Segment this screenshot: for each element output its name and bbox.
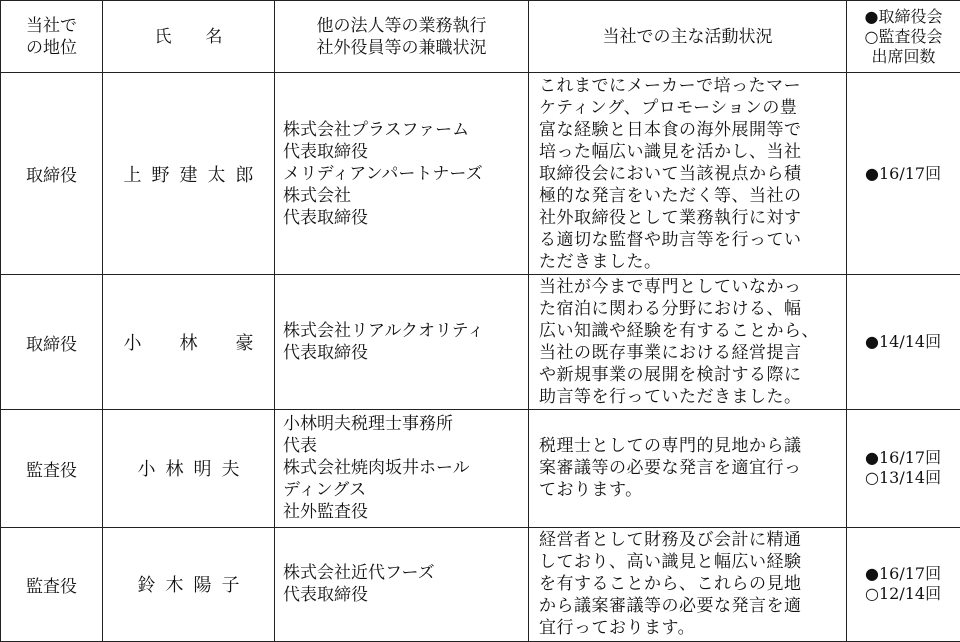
- concurrent-role-line: 株式会社プラスファーム: [283, 119, 470, 140]
- concurrent-role-line: ディングス: [283, 480, 367, 501]
- concurrent-role-line: 株式会社焼肉坂井ホール: [283, 458, 470, 479]
- activity-text-line: 助言等を行っていただきました。: [539, 387, 802, 408]
- header-name: [103, 1, 275, 73]
- activity-text-line: た宿泊に関わる分野における、幅: [539, 299, 802, 320]
- person-name: 鈴木陽子: [137, 575, 250, 597]
- person-name: 小 林 豪: [123, 333, 264, 355]
- header-concurrent-line-1: 他の法人等の業務執行: [316, 15, 487, 36]
- header-attendance-line-1: ●取締役会: [864, 6, 943, 26]
- activity-text-line: を有することから、これらの見地: [539, 574, 802, 595]
- header-attendance-line-2: ○監査役会: [864, 26, 943, 46]
- attendance-cell: [847, 409, 960, 527]
- header-position: [1, 1, 103, 73]
- position-label: 監査役: [26, 460, 77, 481]
- activity-text-line: 極的な発言をいただく等、当社の: [539, 185, 802, 206]
- activities-cell: [529, 409, 847, 527]
- activity-text-line: 案審議等の必要な発言を適宜行っ: [539, 458, 802, 479]
- activities-cell: [529, 73, 847, 275]
- position-cell: [1, 527, 103, 641]
- activity-text-line: ております。: [539, 480, 643, 501]
- position-cell: [1, 409, 103, 527]
- header-concurrent-line-2: 社外役員等の兼職状況: [316, 37, 487, 58]
- activity-text-line: 当社が今まで専門としていなかっ: [539, 277, 802, 298]
- concurrent-roles-cell: [275, 527, 529, 641]
- concurrent-role-line: 株式会社リアルクオリティ: [283, 321, 485, 342]
- concurrent-role-line: 株式会社: [283, 185, 351, 206]
- header-name-label: 氏 名: [154, 26, 223, 47]
- activity-text-line: 取締役会において当該視点から積: [539, 163, 802, 184]
- activity-text-line: 税理士としての専門的見地から議: [539, 436, 802, 457]
- header-activities: [529, 1, 847, 73]
- attendance-cell: [847, 527, 960, 641]
- concurrent-role-line: メリディアンパートナーズ: [283, 163, 483, 184]
- name-cell: [103, 275, 275, 409]
- activity-text-line: これまでにメーカーで培ったマー: [539, 75, 802, 96]
- activity-text-line: から議案審議等の必要な発言を適: [539, 596, 802, 617]
- table-row: [1, 527, 960, 641]
- table-row: [1, 73, 960, 275]
- name-cell: [103, 527, 275, 641]
- header-attendance-line-3: 出席回数: [871, 46, 936, 66]
- attendance-count: ●16/17回: [865, 564, 942, 584]
- position-cell: [1, 73, 103, 275]
- activity-text-line: 富な経験と日本食の海外展開等で: [539, 119, 802, 140]
- activity-text-line: 経営者として財務及び会計に精通: [539, 530, 802, 551]
- position-label: 取締役: [26, 334, 77, 355]
- header-attendance: [847, 1, 960, 73]
- activity-text-line: る適切な監督や助言等を行ってい: [539, 229, 802, 250]
- concurrent-role-line: 株式会社近代フーズ: [283, 563, 435, 584]
- activities-cell: [529, 275, 847, 409]
- concurrent-role-line: 代表取締役: [283, 141, 368, 162]
- attendance-cell: [847, 73, 960, 275]
- concurrent-role-line: 代表: [283, 436, 317, 457]
- activity-text-line: 当社の既存事業における経営提言: [539, 343, 802, 364]
- attendance-count: ●16/17回: [865, 163, 942, 183]
- table-row: [1, 409, 960, 527]
- activity-text-line: ケティング、プロモーションの豊: [539, 97, 798, 118]
- concurrent-role-line: 代表取締役: [283, 585, 368, 606]
- attendance-count: ○12/14回: [865, 584, 942, 604]
- concurrent-role-line: 代表取締役: [283, 207, 368, 228]
- concurrent-roles-cell: [275, 73, 529, 275]
- attendance-count: ●16/17回: [865, 448, 942, 468]
- position-cell: [1, 275, 103, 409]
- concurrent-role-line: 小林明夫税理士事務所: [283, 414, 453, 435]
- concurrent-role-line: 代表取締役: [283, 343, 368, 364]
- position-label: 取締役: [26, 166, 77, 187]
- activities-cell: [529, 527, 847, 641]
- position-label: 監査役: [26, 576, 77, 597]
- header-position-line-2: の地位: [26, 37, 77, 58]
- attendance-cell: [847, 275, 960, 409]
- activity-text-line: 宜行っております。: [539, 618, 696, 639]
- table-body: [1, 73, 960, 642]
- header-row: [1, 1, 960, 73]
- attendance-count: ○13/14回: [865, 468, 942, 488]
- header-concurrent: [275, 1, 529, 73]
- concurrent-roles-cell: [275, 409, 529, 527]
- activity-text-line: 培った幅広い識見を活かし、当社: [539, 141, 802, 162]
- name-cell: [103, 73, 275, 275]
- activity-text-line: や新規事業の展開を検討する際に: [539, 365, 802, 386]
- activity-text-line: ただきました。: [539, 251, 662, 272]
- table-row: [1, 275, 960, 409]
- name-cell: [103, 409, 275, 527]
- header-position-line-1: 当社で: [26, 15, 77, 36]
- person-name: 小林明夫: [137, 459, 250, 481]
- concurrent-roles-cell: [275, 275, 529, 409]
- activity-text-line: 広い知識や経験を有することから、: [539, 321, 819, 342]
- concurrent-role-line: 社外監査役: [283, 502, 368, 523]
- attendance-count: ●14/14回: [865, 332, 942, 352]
- person-name: 上野建太郎: [123, 164, 264, 186]
- header-activities-label: 当社での主な活動状況: [602, 26, 773, 47]
- activity-text-line: しており、高い識見と幅広い経験: [539, 552, 802, 573]
- activity-text-line: 社外取締役として業務執行に対す: [539, 207, 802, 228]
